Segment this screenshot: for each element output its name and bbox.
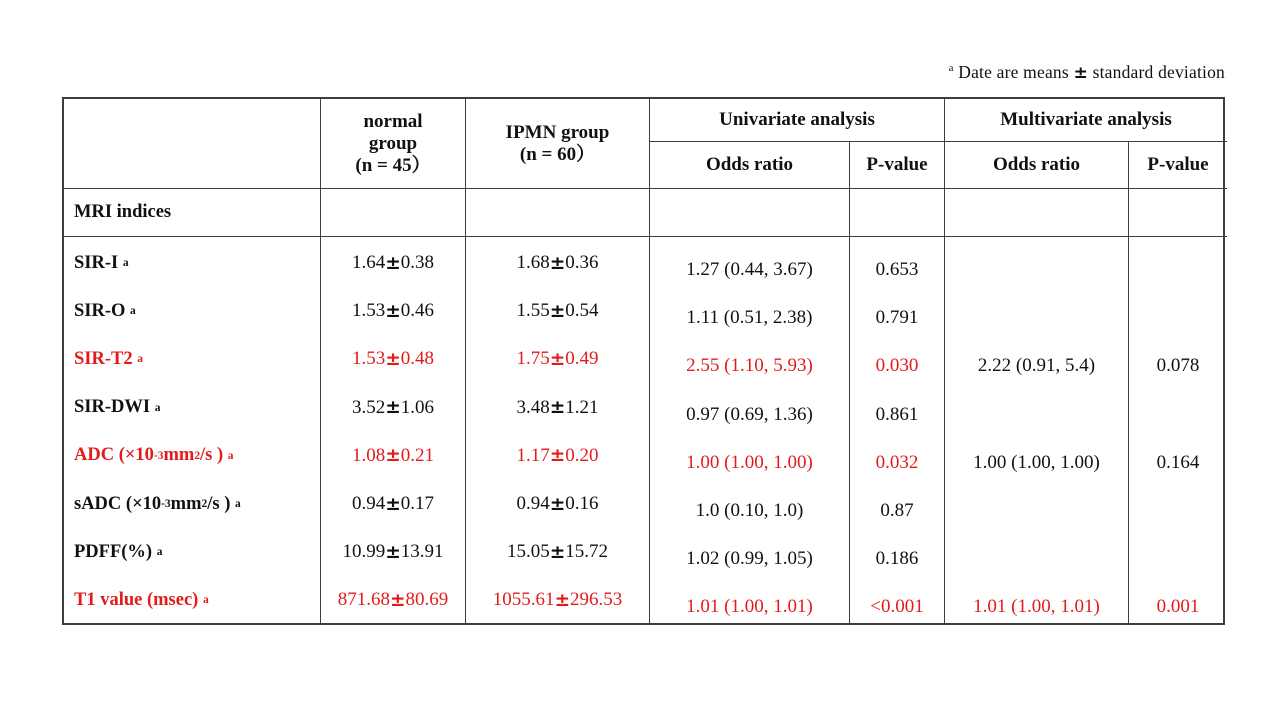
column-univariate-p-value [850, 237, 945, 625]
header-multivariate-analysis: Multivariate analysis [945, 99, 1227, 142]
cell-value: 0.94 ± 0.17 [351, 493, 435, 515]
table-footnote: $^a$ Date are means ± standard deviation [948, 62, 1225, 83]
row-label: sADC (×10 -3 mm 2 /s ) a [74, 493, 241, 514]
empty-cell [321, 189, 466, 237]
plus-minus-sign: ± [385, 252, 401, 274]
cell-value: 1.17 ± 0.20 [516, 444, 599, 467]
cell-value: 1.01 (1.00, 1.01) [686, 596, 813, 618]
section-label-mri-indices: MRI indices [64, 189, 321, 237]
cell-value: 0.861 [875, 403, 919, 425]
header-p-value-univariate: P-value [850, 142, 945, 189]
header-p-value-multivariate: P-value [1129, 142, 1227, 189]
cell-value: 1.11 (0.51, 2.38) [686, 307, 813, 329]
cell-value: 15.05 ± 15.72 [506, 541, 609, 563]
cell-value: 1.68 ± 0.36 [516, 252, 599, 274]
cell-value [1129, 535, 1227, 583]
cell-value: 1.0 (0.10, 1.0) [695, 500, 804, 522]
column-univariate-odds-ratio [650, 237, 850, 625]
cell-value: 1.75 ± 0.49 [516, 348, 599, 370]
cell-value: 1.02 (0.99, 1.05) [686, 548, 813, 570]
plus-minus-sign: ± [1073, 63, 1089, 83]
empty-cell [650, 189, 850, 237]
cell-value: 1.00 (1.00, 1.00) [973, 451, 1100, 473]
header-corner-cell [64, 99, 321, 189]
plus-minus-sign: ± [385, 348, 401, 370]
cell-value [945, 535, 1128, 583]
cell-value: 0.164 [1156, 451, 1200, 473]
cell-value: 1.55 ± 0.54 [516, 300, 599, 322]
header-line: normal [363, 110, 423, 132]
cell-value: 1.00 (1.00, 1.00) [686, 451, 813, 473]
column-row-labels [64, 237, 321, 625]
plus-minus-sign: ± [389, 589, 406, 611]
empty-cell [945, 189, 1129, 237]
cell-value: 0.186 [875, 548, 919, 570]
plus-minus-sign: ± [549, 541, 566, 563]
cell-value: <0.001 [870, 596, 924, 618]
cell-value: 0.87 [880, 500, 914, 522]
plus-minus-sign: ± [554, 589, 571, 611]
header-line: (n = 45） [355, 154, 431, 176]
cell-value [945, 391, 1128, 439]
cell-value: 3.52 ± 1.06 [351, 396, 435, 419]
empty-cell [850, 189, 945, 237]
plus-minus-sign: ± [549, 445, 566, 467]
cell-value: 1.53 ± 0.46 [351, 300, 435, 322]
header-normal-group [321, 99, 466, 189]
plus-minus-sign: ± [549, 397, 566, 419]
cell-value: 1.08 ± 0.21 [351, 444, 435, 467]
column-normal-group-values [321, 237, 466, 625]
row-label: SIR-I a [74, 252, 129, 273]
header-odds-ratio-univariate: Odds ratio [650, 142, 850, 189]
plus-minus-sign: ± [385, 445, 401, 467]
empty-cell [466, 189, 650, 237]
cell-value: 2.22 (0.91, 5.4) [977, 355, 1096, 377]
cell-value [945, 294, 1128, 342]
plus-minus-sign: ± [549, 300, 566, 322]
column-multivariate-p-value [1129, 237, 1227, 625]
results-table [62, 97, 1225, 625]
cell-value: 1.01 (1.00, 1.01) [973, 596, 1100, 618]
header-line: (n = 60） [519, 143, 596, 165]
cell-value: 2.55 (1.10, 5.93) [686, 355, 813, 377]
cell-value: 1.64 ± 0.38 [351, 252, 435, 274]
row-label: PDFF(%) a [74, 541, 163, 562]
cell-value [1129, 246, 1227, 294]
empty-cell [1129, 189, 1227, 237]
cell-value [945, 246, 1128, 294]
header-odds-ratio-multivariate: Odds ratio [945, 142, 1129, 189]
cell-value [1129, 391, 1227, 439]
cell-value: 0.078 [1156, 355, 1200, 377]
cell-value: 0.94 ± 0.16 [516, 493, 599, 515]
cell-value: 0.791 [875, 307, 919, 329]
header-line: group [368, 132, 418, 154]
row-label: ADC (×10 -3 mm 2 /s ) a [74, 445, 234, 466]
cell-value: 0.032 [875, 451, 919, 473]
header-ipmn-group [466, 99, 650, 189]
plus-minus-sign: ± [549, 252, 566, 274]
cell-value: 10.99 ± 13.91 [342, 541, 444, 563]
cell-value: 0.030 [875, 355, 919, 377]
column-ipmn-group-values [466, 237, 650, 625]
row-label: SIR-DWI a [74, 397, 161, 418]
row-label: SIR-O a [74, 300, 136, 321]
plus-minus-sign: ± [549, 493, 566, 515]
plus-minus-sign: ± [385, 300, 401, 322]
cell-value: 1.27 (0.44, 3.67) [686, 259, 813, 281]
header-univariate-analysis: Univariate analysis [650, 99, 945, 142]
column-multivariate-odds-ratio [945, 237, 1129, 625]
cell-value: 1.53 ± 0.48 [351, 348, 435, 370]
row-label: SIR-T2 a [74, 348, 143, 369]
header-line: IPMN group [505, 121, 610, 143]
cell-value: 0.001 [1156, 596, 1200, 618]
row-label: T1 value (msec) a [74, 589, 209, 610]
cell-value: 0.653 [875, 259, 919, 281]
cell-value [1129, 487, 1227, 535]
cell-value: 1055.61 ± 296.53 [492, 589, 623, 611]
plus-minus-sign: ± [385, 397, 401, 419]
plus-minus-sign: ± [385, 541, 401, 563]
cell-value [1129, 294, 1227, 342]
plus-minus-sign: ± [549, 348, 566, 370]
cell-value: 871.68 ± 80.69 [337, 589, 449, 611]
cell-value [945, 487, 1128, 535]
plus-minus-sign: ± [385, 493, 401, 515]
cell-value: 0.97 (0.69, 1.36) [686, 403, 813, 425]
cell-value: 3.48 ± 1.21 [516, 396, 599, 419]
